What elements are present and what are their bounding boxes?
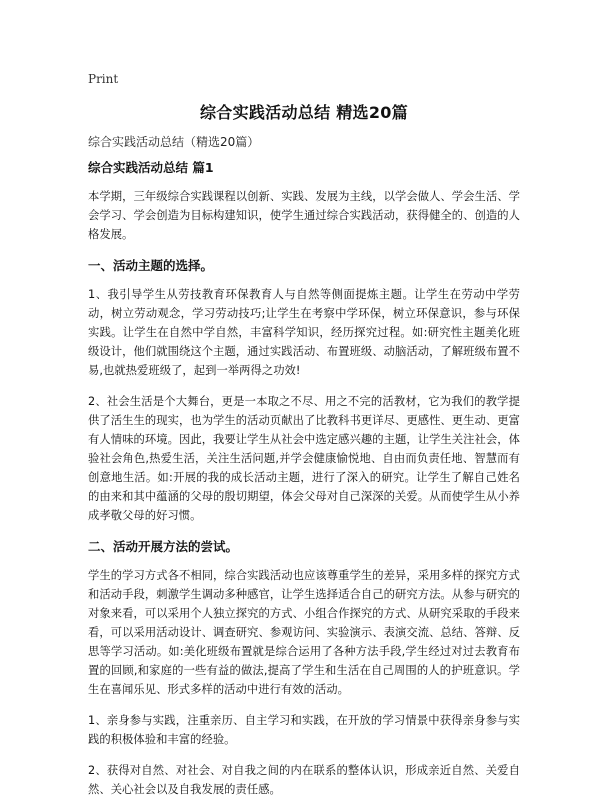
heading-topic-selection: 一、活动主题的选择。 — [88, 258, 214, 273]
paragraph-methods-2: 2、获得对自然、对社会、对自我之间的内在联系的整体认识，形成亲近自然、关爱自然、关心社会以及自我发展的责任感。 — [88, 764, 520, 796]
paragraph-methods: 学生的学习方式各不相同，综合实践活动也应该尊重学生的差异，采用多样的探究方式和活动手段，刺激学生调动多种感官，让学生选择适合自己的研究方法。从参与研究的对象来看，可以采用个人独立探究的方式、小组合作探究的方式、从研究采取的手段来看，可以采用活动设计、调查研究、参观访问、实验演示、表演交流、总结、答辩、反思等学习活动。如:美化班级布置就是综合运用了各种方法手段,学生经过对过去教育布置的回顾,和家庭的一些有益的做法,提高了学生和生活在自己周围的人的护班意识。学生在喜闻乐见、形式多样的活动中进行有效的活动。 — [88, 569, 520, 696]
document-body — [88, 158, 520, 811]
heading-methods: 二、活动开展方法的尝试。 — [88, 539, 239, 554]
paragraph-topic-2: 2、社会生活是个大舞台，更是一本取之不尽、用之不完的活教材，它为我们的教学提供了活生生的现实，也为学生的活动页献出了比教科书更详尽、更感性、更生动、更富有人情味的环境。因此，我要让学生从社会中选定感兴趣的主题，让学生关注社会，体验社会角色,热爱生活，关注生活问题,并学会健康愉悦地、自由而负责任地、智慧而有创意地生活。如:开展的我的成长活动主题，进行了深入的研究。让学生了解自己姓名的由来和其中蕴涵的父母的殷切期望，体会父母对自己深深的关爱。从而使学生从小养成孝敬父母的好习惯。 — [88, 395, 520, 522]
intro-paragraph: 本学期，三年级综合实践课程以创新、实践、发展为主线，以学会做人、学会生活、学会学习、学会创造为目标构建知识，使学生通过综合实践活动，获得健全的、创造的人格发展。 — [88, 190, 520, 241]
paragraph-methods-1: 1、亲身参与实践，注重亲历、自主学习和实践，在开放的学习情景中获得亲身参与实践的积极体验和丰富的经验。 — [88, 714, 520, 746]
document-subtitle: 综合实践活动总结（精选20篇） — [88, 135, 260, 149]
section-title: 综合实践活动总结 篇1 — [88, 160, 214, 175]
paragraph-topic-1: 1、我引导学生从劳技教育环保教育人与自然等侧面提炼主题。让学生在劳动中学劳动，树立劳动观念，学习劳动技巧;让学生在考察中学环保，树立环保意识，参与环保实践。让学生在自然中学自然，丰富科学知识，经历探究过程。如:研究性主题美化班级设计，他们就围绕这个主题，通过实践活动、布置班级、动脑活动，了解班级布置不易,也就热爱班级了，起到一举两得之功效! — [88, 288, 520, 377]
print-label[interactable]: Print — [88, 72, 119, 86]
document-title: 综合实践活动总结 精选20篇 — [199, 103, 409, 122]
